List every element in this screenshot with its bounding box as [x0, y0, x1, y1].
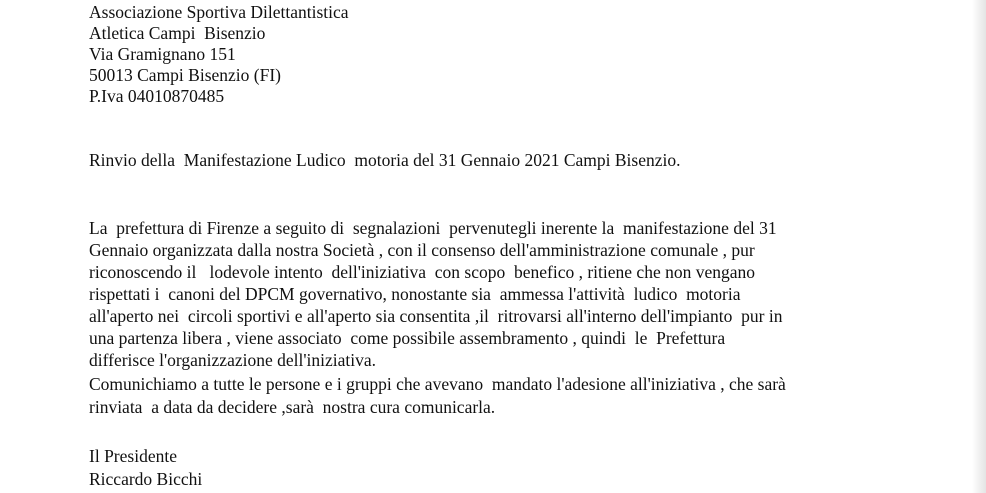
page-edge-shadow	[972, 0, 986, 493]
body-line: rinviata a data da decidere ,sarà nostra cura comunicarla.	[89, 397, 496, 417]
sender-line-city: 50013 Campi Bisenzio (FI)	[89, 65, 281, 85]
body-line: Comunichiamo a tutte le persone e i gruppi che avevano mandato l'adesione all'iniziativa , che sarà	[89, 374, 786, 394]
body-line: una partenza libera , viene associato come possibile assembramento , quindi le Prefettura	[89, 328, 726, 348]
sender-line-club: Atletica Campi Bisenzio	[89, 23, 266, 43]
sender-line-association: Associazione Sportiva Dilettantistica	[89, 2, 349, 22]
body-line: riconoscendo il lodevole intento dell'iniziativa con scopo benefico , ritiene che non vengano	[89, 262, 755, 282]
letter-subject: Rinvio della Manifestazione Ludico motoria del 31 Gennaio 2021 Campi Bisenzio.	[89, 150, 681, 170]
body-line: differisce l'organizzazione dell'iniziativa.	[89, 350, 376, 370]
signature-name: Riccardo Bicchi	[89, 469, 203, 489]
body-line: Gennaio organizzata dalla nostra Società , con il consenso dell'amministrazione comunale , pur	[89, 240, 755, 260]
sender-line-street: Via Gramignano 151	[89, 44, 236, 64]
body-line: all'aperto nei circoli sportivi e all'aperto sia consentita ,il ritrovarsi all'interno dell'impianto pur in	[89, 306, 783, 326]
body-line: rispettati i canoni del DPCM governativo, nonostante sia ammessa l'attività ludico motoria	[89, 284, 741, 304]
sender-line-vat: P.Iva 04010870485	[89, 86, 225, 106]
body-line: La prefettura di Firenze a seguito di segnalazioni pervenutegli inerente la manifestazione del 31	[89, 218, 777, 238]
signature-role: Il Presidente	[89, 446, 177, 466]
